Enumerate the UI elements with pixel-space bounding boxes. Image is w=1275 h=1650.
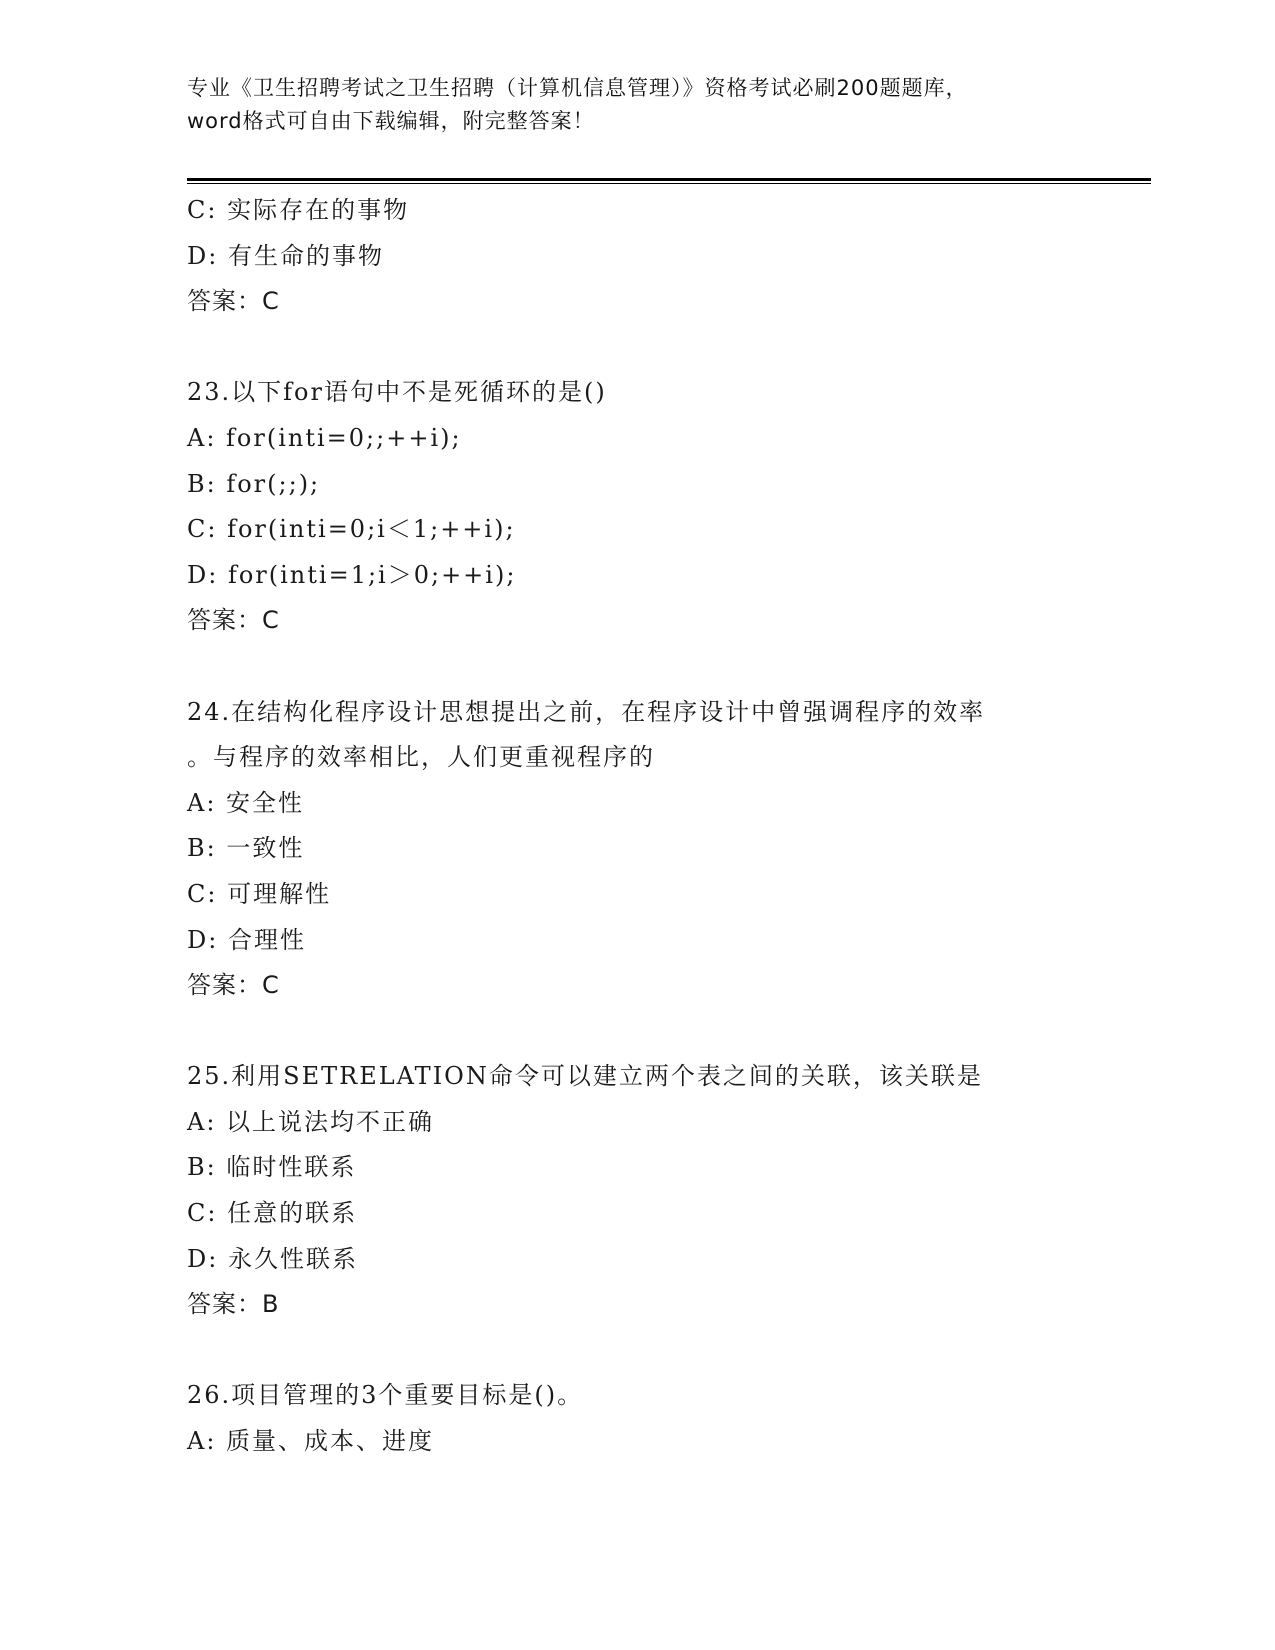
- option-a: A: for(inti=0;;++i);: [187, 423, 462, 452]
- question-stem: 26.项目管理的3个重要目标是()。: [187, 1381, 584, 1410]
- spacer: [187, 1328, 1147, 1374]
- answer: 答案：C: [187, 971, 280, 1000]
- header-divider-thick: [187, 178, 1151, 181]
- option-d: D: for(inti=1;i＞0;++i);: [187, 560, 517, 589]
- header-divider-thin: [187, 183, 1151, 184]
- option-c: C: for(inti=0;i＜1;++i);: [187, 515, 516, 544]
- document-header: [187, 72, 1087, 138]
- option-b: B: for(;;);: [187, 469, 321, 498]
- spacer: [187, 325, 1147, 371]
- option-c: C: 任意的联系: [187, 1199, 358, 1228]
- spacer: [187, 1009, 1147, 1055]
- spacer: [187, 644, 1147, 690]
- answer: 答案：C: [187, 606, 280, 635]
- question-stem: 24.在结构化程序设计思想提出之前，在程序设计中曾强调程序的效率: [187, 697, 986, 726]
- option-a: A: 以上说法均不正确: [187, 1107, 435, 1136]
- option-d: D: 有生命的事物: [187, 241, 384, 270]
- header-title-line-1: 专业《卫生招聘考试之卫生招聘（计算机信息管理）》资格考试必刷200题题库，: [187, 76, 968, 100]
- answer: 答案：B: [187, 1290, 280, 1319]
- option-c: C: 可理解性: [187, 879, 332, 908]
- question-stem: 23.以下for语句中不是死循环的是(): [187, 378, 607, 407]
- question-content: [187, 188, 1147, 1465]
- option-d: D: 永久性联系: [187, 1244, 358, 1273]
- option-d: D: 合理性: [187, 925, 306, 954]
- answer: 答案：C: [187, 287, 280, 316]
- option-a: A: 质量、成本、进度: [187, 1427, 435, 1456]
- question-stem: 25.利用SETRELATION命令可以建立两个表之间的关联，该关联是: [187, 1062, 983, 1091]
- header-title-line-2: word格式可自由下载编辑，附完整答案！: [187, 109, 595, 133]
- option-b: B: 临时性联系: [187, 1153, 357, 1182]
- question-stem-continued: 。与程序的效率相比，人们更重视程序的: [187, 743, 655, 772]
- option-b: B: 一致性: [187, 834, 305, 863]
- option-c: C: 实际存在的事物: [187, 196, 410, 224]
- option-a: A: 安全性: [187, 788, 305, 817]
